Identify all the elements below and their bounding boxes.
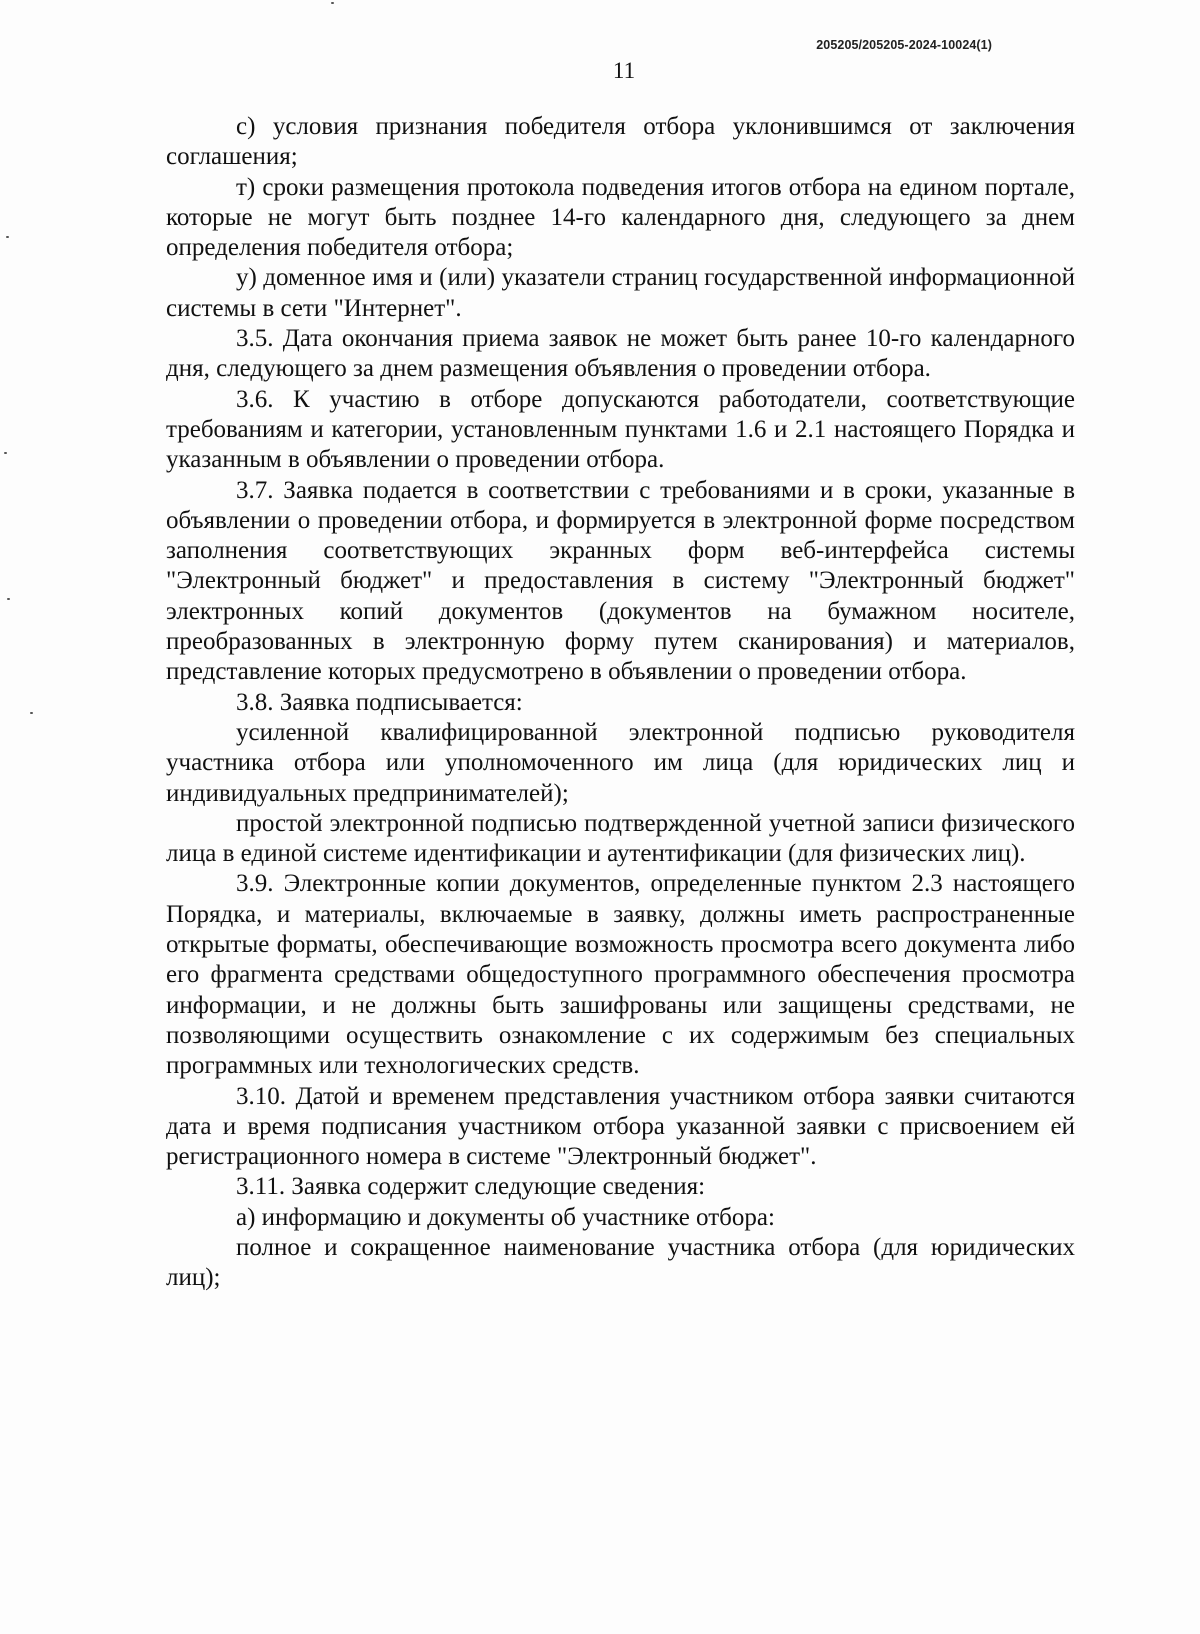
paragraph: а) информацию и документы об участнике отбора: (236, 1203, 775, 1231)
scan-speck (7, 598, 10, 600)
document-id: 205205/205205-2024-10024(1) (816, 38, 992, 52)
paragraph: у) доменное имя и (или) указатели страниц государственной информационной системы в сети "Интернет". (166, 264, 1075, 322)
paragraph: 3.7. Заявка подается в соответствии с требованиями и в сроки, указанные в объявлении о проведении отбора, и формируется в электронной форме посредством заполнения соответствующих экранных форм веб-интерфейса системы "Электронный бюджет" и предоставления в систему "Электронный бюджет" электронных копий документов (документов на бумажном носителе, преобразованных в электронную форму путем сканирования) и материалов, представление которых предусмотрено в объявлении о проведении отбора. (166, 476, 1075, 686)
paragraph: усиленной квалифицированной электронной подписью руководителя участника отбора или уполномоченного им лица (для юридических лиц и индивидуальных предпринимателей); (166, 718, 1075, 807)
paragraph: 3.5. Дата окончания приема заявок не может быть ранее 10-го календарного дня, следующего за днем размещения объявления о проведении отбора. (166, 325, 1075, 383)
paragraph: полное и сокращенное наименование участника отбора (для юридических лиц); (166, 1233, 1075, 1292)
scan-speck (331, 2, 334, 4)
paragraph: с) условия признания победителя отбора уклонившимся от заключения соглашения; (166, 113, 1075, 171)
paragraph: 3.10. Датой и временем представления участником отбора заявки считаются дата и время подписания участником отбора указанной заявки с присвоением ей регистрационного номера в системе "Электронный бюджет". (166, 1082, 1075, 1171)
scan-speck (4, 452, 7, 454)
document-body (166, 112, 1075, 1294)
paragraph: 3.9. Электронные копии документов, определенные пунктом 2.3 настоящего Порядка, и материалы, включаемые в заявку, должны иметь распространенные открытые форматы, обеспечивающие возможность просмотра всего документа либо его фрагмента средствами общедоступного программного обеспечения просмотра информации, и не должны быть зашифрованы или защищены средствами, не позволяющими осуществить ознакомление с их содержимым без специальных программных или технологических средств. (166, 870, 1075, 1080)
page-number: 11 (612, 58, 636, 83)
paragraph: 3.6. К участию в отборе допускаются работодатели, соответствующие требованиям и категории, установленным пунктами 1.6 и 2.1 настоящего Порядка и указанным в объявлении о проведении отбора. (166, 385, 1075, 474)
paragraph: 3.11. Заявка содержит следующие сведения: (236, 1173, 706, 1201)
paragraph: 3.8. Заявка подписывается: (236, 688, 523, 716)
paragraph: т) сроки размещения протокола подведения итогов отбора на едином портале, которые не могут быть позднее 14-го календарного дня, следующего за днем определения победителя отбора; (166, 173, 1075, 262)
scan-speck (6, 236, 9, 238)
paragraph: простой электронной подписью подтвержденной учетной записи физического лица в единой системе идентификации и аутентификации (для физических лиц). (166, 809, 1075, 868)
scan-speck (30, 712, 33, 714)
